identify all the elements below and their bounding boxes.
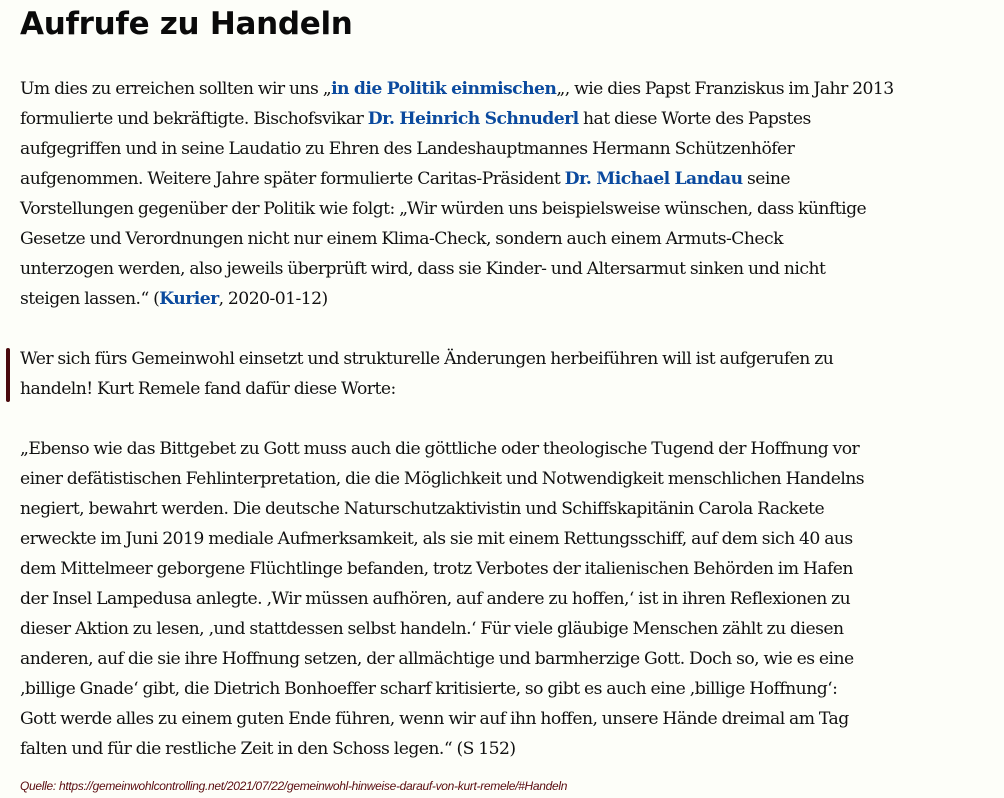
quote-line: negiert, bewahrt werden. Die deutsche Naturschutzaktivistin und Schiffskapitänin Carola Rackete bbox=[20, 499, 825, 519]
quote-line: Gott werde alles zu einem guten Ende führen, wenn wir auf ihn hoffen, unsere Hände dreimal am Tag bbox=[20, 709, 849, 729]
quote-line: dieser Aktion zu lesen, ‚und stattdessen selbst handeln.‘ Für viele gläubige Menschen zählt zu diesen bbox=[20, 619, 844, 639]
remele-quote bbox=[20, 434, 1004, 764]
link-in-die-politik-einmischen[interactable]: in die Politik einmischen bbox=[331, 79, 557, 99]
highlight-accent-bar bbox=[6, 348, 10, 402]
source-citation: Quelle: https://gemeinwohlcontrolling.net/2021/07/22/gemeinwohl-hinweise-darauf-von-kurt-remele/#Handeln bbox=[20, 779, 568, 793]
quote-line: dem Mittelmeer geborgene Flüchtlinge befanden, trotz Verbotes der italienischen Behörden im Hafen bbox=[20, 559, 853, 579]
link-kurier[interactable]: Kurier bbox=[159, 289, 219, 309]
intro-paragraph bbox=[20, 74, 1004, 314]
quote-line: einer defätistischen Fehlinterpretation, die die Möglichkeit und Notwendigkeit menschlichen Handelns bbox=[20, 469, 865, 489]
text-line: Gesetze und Verordnungen nicht nur einem Klima-Check, sondern auch einem Armuts-Check bbox=[20, 229, 783, 249]
text-line: handeln! Kurt Remele fand dafür diese Worte: bbox=[20, 379, 396, 399]
link-michael-landau[interactable]: Dr. Michael Landau bbox=[564, 169, 743, 189]
call-to-action-paragraph bbox=[20, 344, 1004, 404]
text-line: formulierte und bekräftigte. Bischofsvikar Dr. Heinrich Schnuderl hat diese Worte des Papstes bbox=[20, 109, 811, 129]
text-line: aufgegriffen und in seine Laudatio zu Ehren des Landeshauptmannes Hermann Schützenhöfer bbox=[20, 139, 795, 159]
text-line: unterzogen werden, also jeweils überprüft wird, dass sie Kinder- und Altersarmut sinken und nicht bbox=[20, 259, 826, 279]
page-title: Aufrufe zu Handeln bbox=[20, 6, 353, 42]
link-heinrich-schnuderl[interactable]: Dr. Heinrich Schnuderl bbox=[367, 109, 579, 129]
quote-line: erweckte im Juni 2019 mediale Aufmerksamkeit, als sie mit einem Rettungsschiff, auf dem sich 40 aus bbox=[20, 529, 853, 549]
text-line: aufgenommen. Weitere Jahre später formulierte Caritas-Präsident Dr. Michael Landau seine bbox=[20, 169, 790, 189]
quote-line: falten und für die restliche Zeit in den Schoss legen.“ (S 152) bbox=[20, 739, 516, 759]
quote-line: der Insel Lampedusa anlegte. ‚Wir müssen aufhören, auf andere zu hoffen,‘ ist in ihren Reflexionen zu bbox=[20, 589, 851, 609]
quote-line: anderen, auf die sie ihre Hoffnung setzen, der allmächtige und barmherzige Gott. Doch so, wie es eine bbox=[20, 649, 854, 669]
text-line: Vorstellungen gegenüber der Politik wie folgt: „Wir würden uns beispielsweise wünschen, dass künftige bbox=[20, 199, 867, 219]
text-line: Um dies zu erreichen sollten wir uns „in die Politik einmischen„, wie dies Papst Franziskus im Jahr 2013 bbox=[20, 79, 894, 99]
text-line: steigen lassen.“ (Kurier, 2020-01-12) bbox=[20, 289, 328, 309]
text-line: Wer sich fürs Gemeinwohl einsetzt und strukturelle Änderungen herbeiführen will ist aufgerufen zu bbox=[20, 349, 834, 369]
quote-line: „Ebenso wie das Bittgebet zu Gott muss auch die göttliche oder theologische Tugend der Hoffnung vor bbox=[20, 439, 860, 459]
quote-line: ‚billige Gnade‘ gibt, die Dietrich Bonhoeffer scharf kritisierte, so gibt es auch eine ‚billige Hoffnung‘: bbox=[20, 679, 838, 699]
